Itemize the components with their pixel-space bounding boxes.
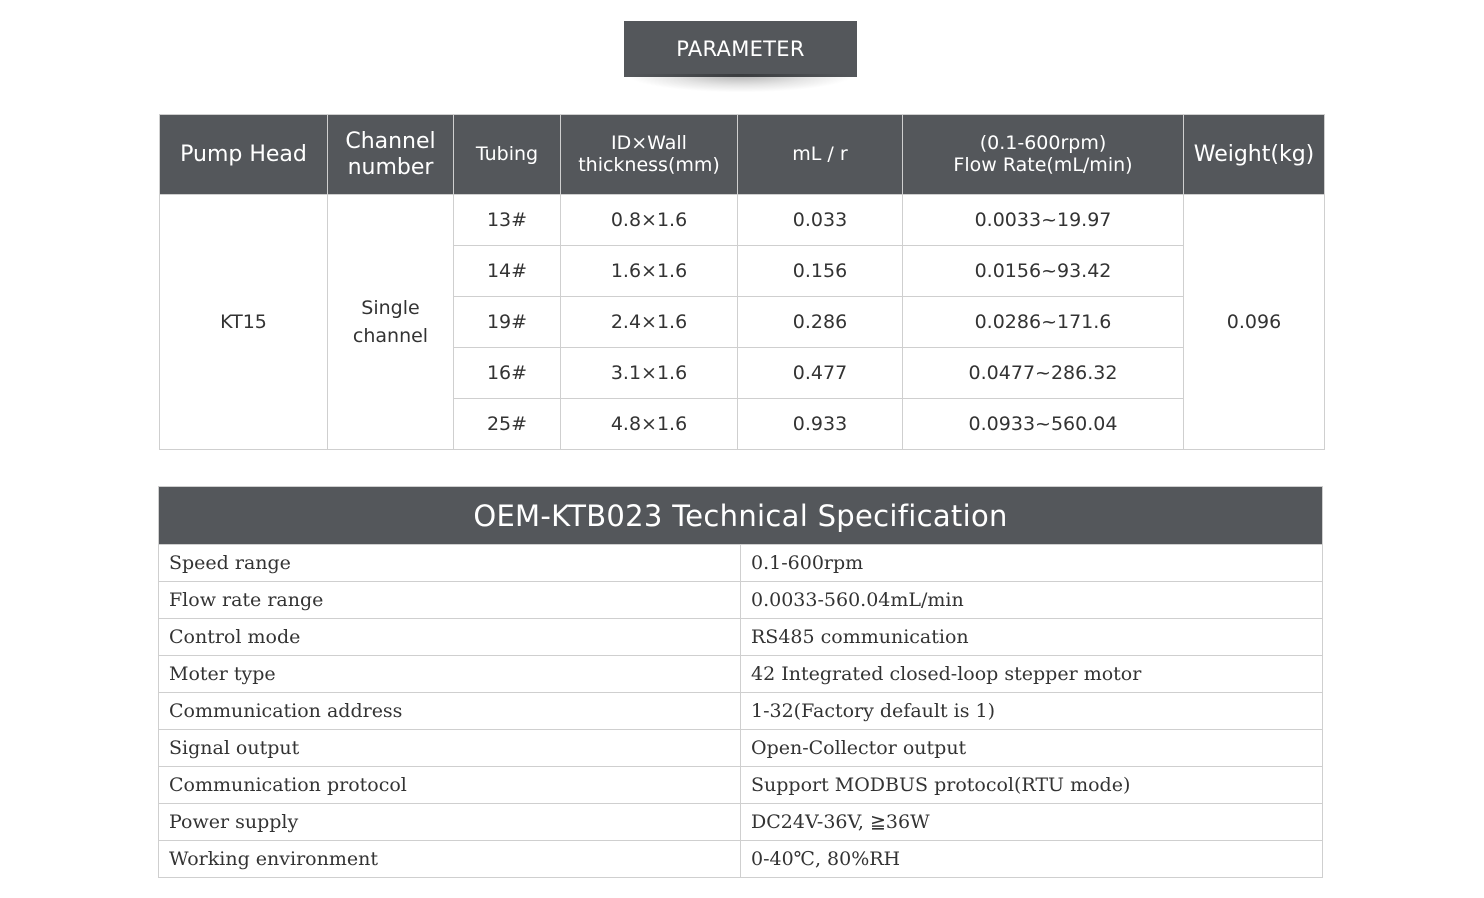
spec-row (159, 693, 1323, 730)
spec-value: 1-32(Factory default is 1) (741, 693, 1323, 730)
pump-head-cell: KT15 (160, 195, 328, 450)
spec-title: OEM-KTB023 Technical Specification (159, 487, 1323, 545)
spec-row (159, 730, 1323, 767)
spec-value: Support MODBUS protocol(RTU mode) (741, 767, 1323, 804)
spec-row (159, 841, 1323, 878)
spec-row (159, 804, 1323, 841)
ml-r-cell: 0.286 (738, 297, 903, 348)
header-id-line2: thickness(mm) (578, 153, 720, 176)
spec-value: 0.0033-560.04mL/min (741, 582, 1323, 619)
weight-cell: 0.096 (1184, 195, 1325, 450)
header-channel-number (328, 115, 454, 195)
table-row (160, 195, 1325, 246)
ml-r-cell: 0.156 (738, 246, 903, 297)
flow-cell: 0.0933~560.04 (903, 399, 1184, 450)
ml-r-cell: 0.033 (738, 195, 903, 246)
header-tubing: Tubing (454, 115, 561, 195)
spec-label: Communication protocol (159, 767, 741, 804)
header-id-wall (561, 115, 738, 195)
spec-label: Communication address (159, 693, 741, 730)
header-channel-line2: number (347, 154, 434, 180)
id-wall-cell: 4.8×1.6 (561, 399, 738, 450)
header-flow-line1: (0.1-600rpm) (979, 131, 1107, 154)
tubing-cell: 19# (454, 297, 561, 348)
spec-label: Power supply (159, 804, 741, 841)
spec-label: Speed range (159, 545, 741, 582)
spec-value: 42 Integrated closed-loop stepper motor (741, 656, 1323, 693)
flow-cell: 0.0477~286.32 (903, 348, 1184, 399)
spec-row (159, 767, 1323, 804)
spec-title-row (159, 487, 1323, 545)
parameter-badge-shadow (628, 74, 853, 92)
spec-value: 0-40℃, 80%RH (741, 841, 1323, 878)
ml-r-cell: 0.933 (738, 399, 903, 450)
spec-value: DC24V-36V, ≧36W (741, 804, 1323, 841)
id-wall-cell: 1.6×1.6 (561, 246, 738, 297)
spec-row (159, 619, 1323, 656)
spec-value: RS485 communication (741, 619, 1323, 656)
flow-cell: 0.0156~93.42 (903, 246, 1184, 297)
flow-cell: 0.0286~171.6 (903, 297, 1184, 348)
spec-label: Moter type (159, 656, 741, 693)
header-channel-line1: Channel (345, 129, 436, 155)
spec-label: Flow rate range (159, 582, 741, 619)
header-id-line1: ID×Wall (611, 131, 687, 154)
spec-label: Signal output (159, 730, 741, 767)
channel-line2: channel (352, 325, 429, 347)
spec-row (159, 656, 1323, 693)
id-wall-cell: 2.4×1.6 (561, 297, 738, 348)
header-pump-head: Pump Head (160, 115, 328, 195)
flow-cell: 0.0033~19.97 (903, 195, 1184, 246)
spec-table (158, 486, 1323, 878)
header-ml-r: mL / r (738, 115, 903, 195)
spec-label: Control mode (159, 619, 741, 656)
id-wall-cell: 3.1×1.6 (561, 348, 738, 399)
ml-r-cell: 0.477 (738, 348, 903, 399)
tubing-cell: 16# (454, 348, 561, 399)
header-weight: Weight(kg) (1184, 115, 1325, 195)
spec-row (159, 545, 1323, 582)
spec-row (159, 582, 1323, 619)
parameter-table (159, 114, 1325, 450)
header-flow-rate (903, 115, 1184, 195)
spec-value: 0.1-600rpm (741, 545, 1323, 582)
tubing-cell: 25# (454, 399, 561, 450)
parameter-badge-label: PARAMETER (676, 37, 805, 61)
header-flow-line2: Flow Rate(mL/min) (953, 153, 1133, 176)
id-wall-cell: 0.8×1.6 (561, 195, 738, 246)
channel-cell (328, 195, 454, 450)
parameter-header-row (160, 115, 1325, 195)
spec-label: Working environment (159, 841, 741, 878)
spec-value: Open-Collector output (741, 730, 1323, 767)
tubing-cell: 14# (454, 246, 561, 297)
channel-line1: Single (361, 297, 420, 319)
tubing-cell: 13# (454, 195, 561, 246)
parameter-badge (624, 21, 857, 77)
